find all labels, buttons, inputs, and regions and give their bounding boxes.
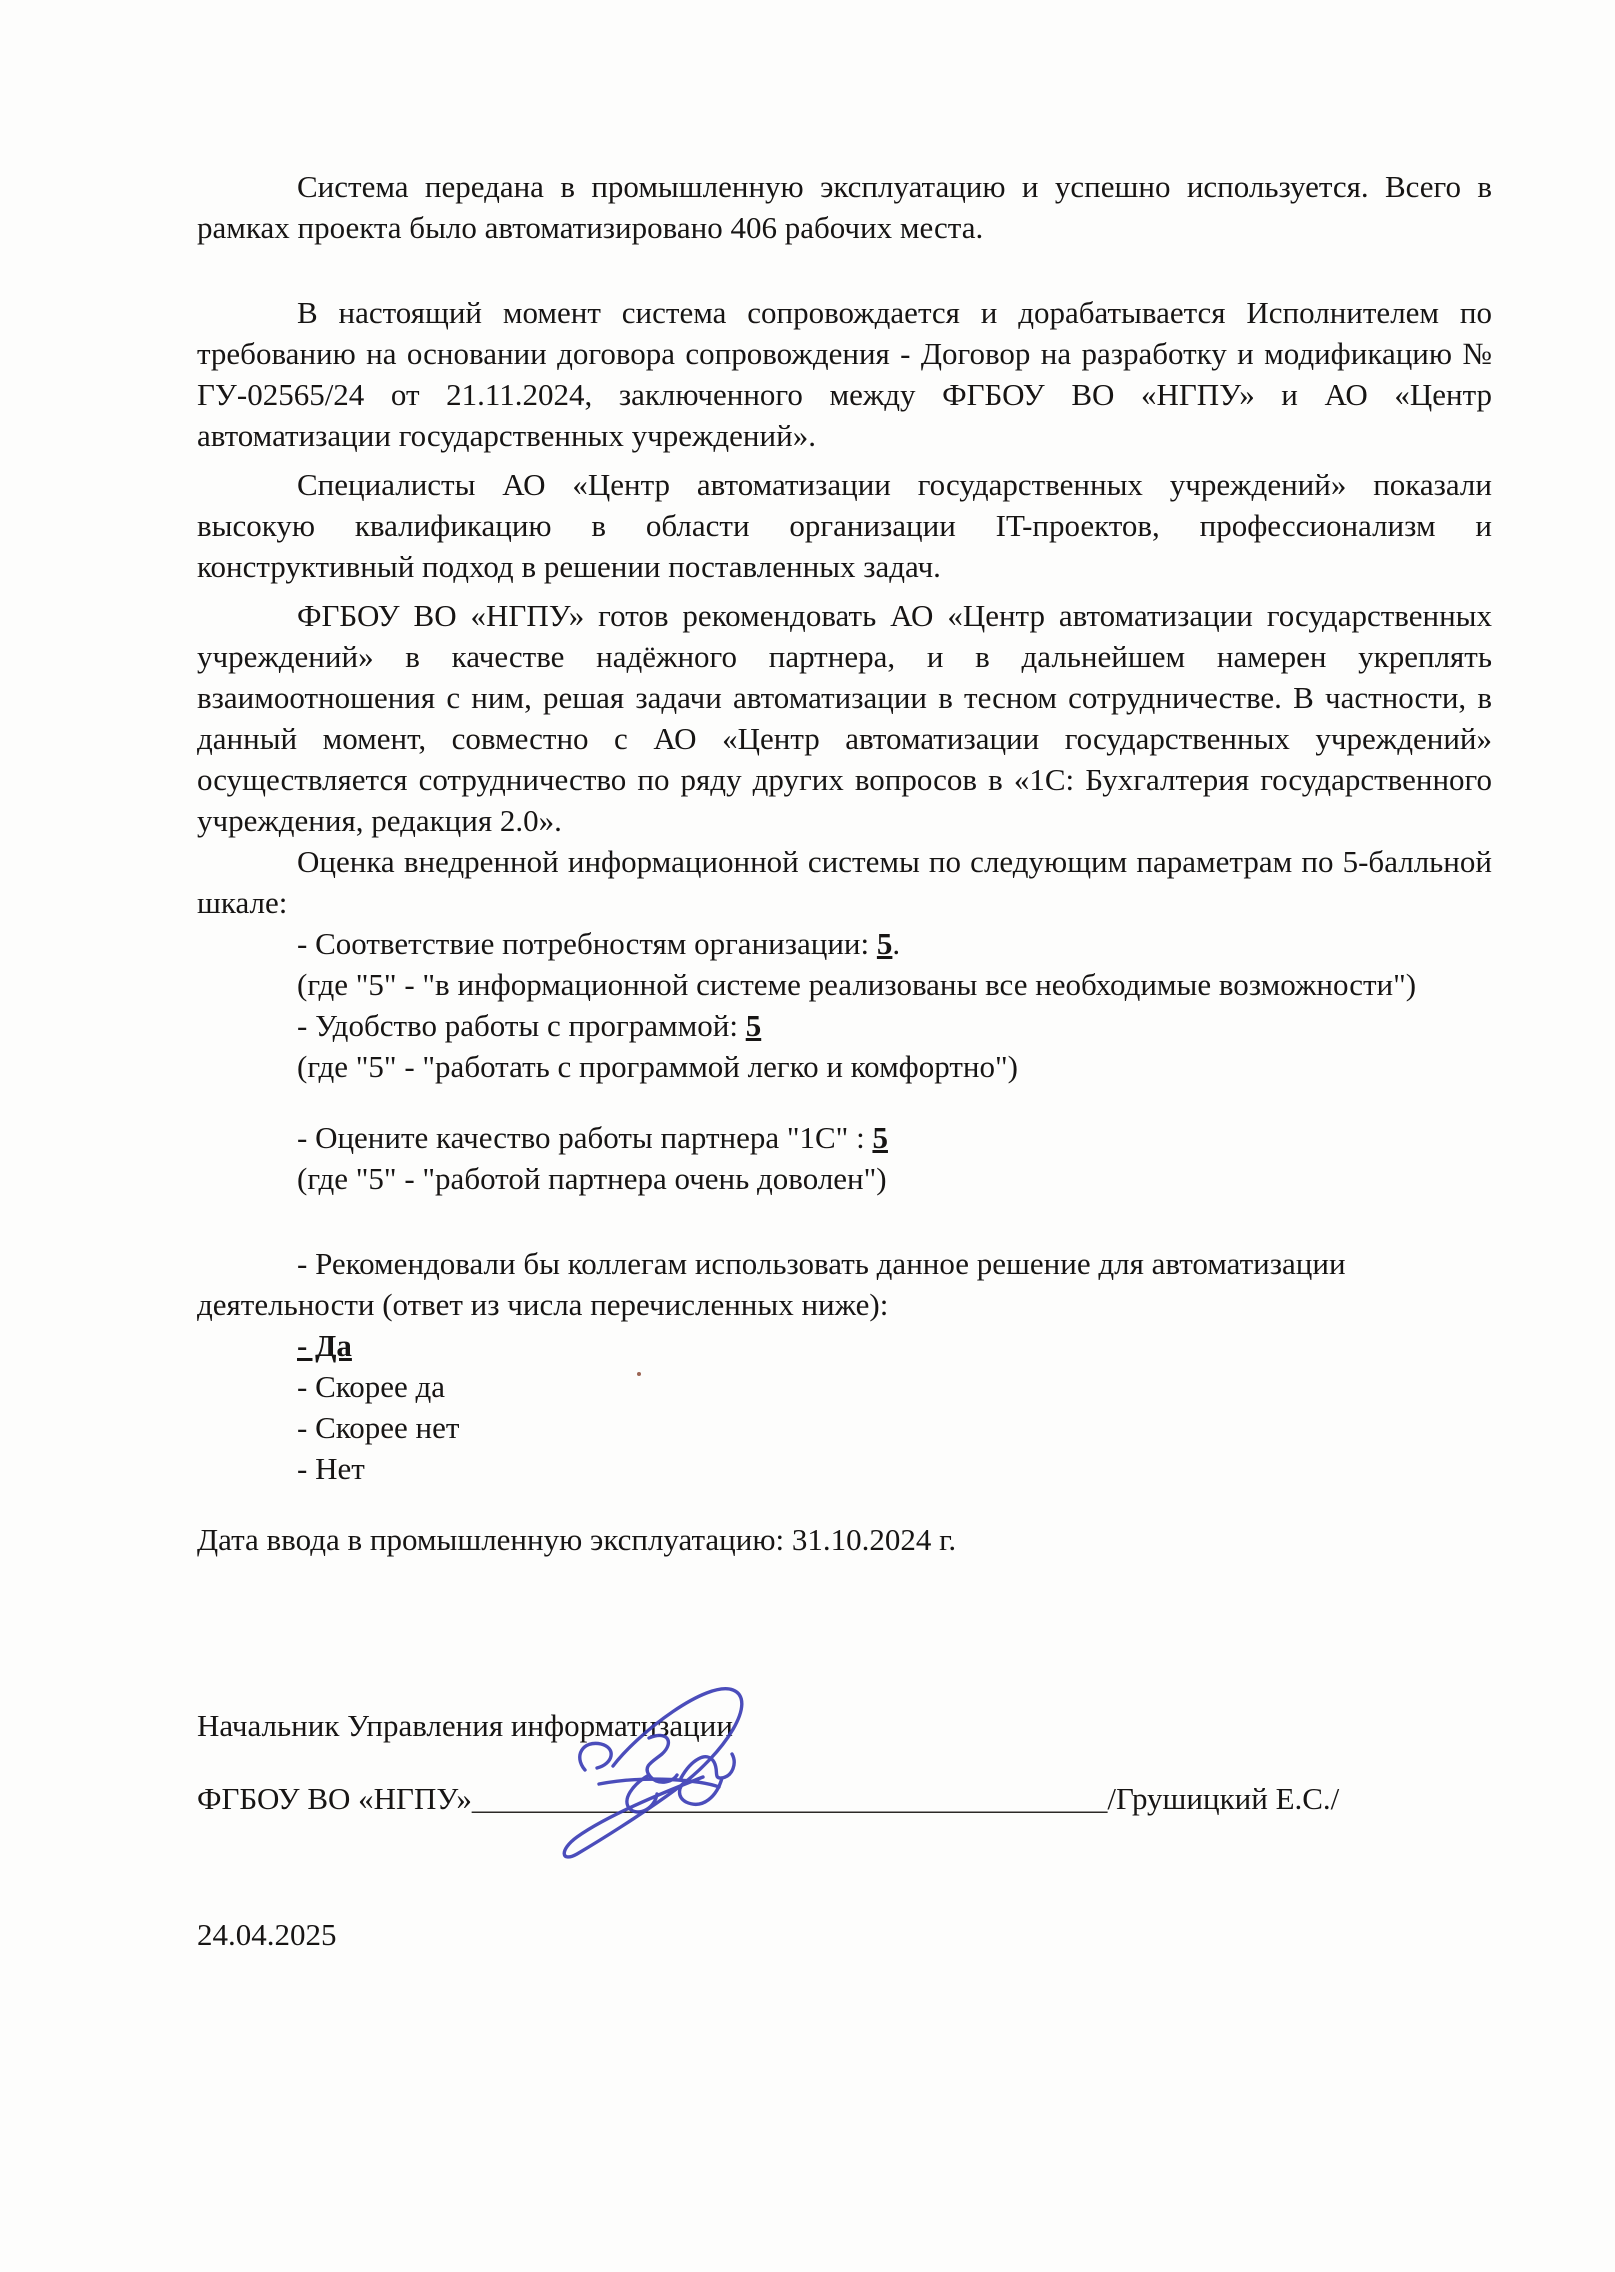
signature-blank-line: _________________________________________ bbox=[471, 1781, 1108, 1816]
option-yes-selected bbox=[197, 1325, 1492, 1366]
signatory-role: Начальник Управления информатизации bbox=[197, 1708, 733, 1743]
text-run: ФГБОУ ВО «НГПУ» готов рекомендовать АО «Центр автоматизации государственных учреждений» в качестве надёжного партнера, и в дальнейшем намерен укреплять взаимоотношения с ним, решая задачи автоматизации в тесном сотрудничестве. В частности, в данный момент, совместно с АО «Центр автоматизации государственных учреждений» осуществляется сотрудничество по ряду других вопросов в «1С: Бухгалтерия государственного учреждения, редакция 2.0». bbox=[197, 598, 1492, 838]
text-run: (где "5" - "в информационной системе реализованы все необходимые возможности") bbox=[297, 967, 1417, 1002]
option-rather-yes bbox=[197, 1366, 1492, 1407]
signatory-org: ФГБОУ ВО «НГПУ» bbox=[197, 1781, 472, 1816]
para-recommend-question bbox=[197, 1243, 1492, 1325]
scan-speck bbox=[637, 1372, 641, 1376]
emphasized-value: 5 bbox=[745, 1008, 762, 1043]
rating-partner-note bbox=[197, 1158, 1492, 1199]
rating-partner bbox=[197, 1117, 1492, 1158]
text-run: (где "5" - "работой партнера очень доволен") bbox=[297, 1161, 887, 1196]
para-rating-intro bbox=[197, 841, 1492, 923]
signatory-name: /Грушицкий Е.С./ bbox=[1107, 1781, 1340, 1816]
text-run: Дата ввода в промышленную эксплуатацию: 31.10.2024 г. bbox=[197, 1522, 957, 1557]
text-run: . bbox=[892, 926, 901, 961]
emphasized-value: 5 bbox=[876, 926, 893, 961]
rating-usability-note bbox=[197, 1046, 1492, 1087]
text-run: Система передана в промышленную эксплуатацию и успешно используется. Всего в рамках проекта было автоматизировано 406 рабочих места. bbox=[197, 169, 1492, 245]
text-run: - Скорее да bbox=[297, 1369, 446, 1404]
text-run: - Соответствие потребностям организации: bbox=[297, 926, 877, 961]
document-content bbox=[197, 166, 1492, 1955]
text-run: - Рекомендовали бы коллегам использовать данное решение для автоматизации деятельности (ответ из числа перечисленных ниже): bbox=[197, 1246, 1346, 1322]
rating-usability bbox=[197, 1005, 1492, 1046]
document-date: 24.04.2025 bbox=[197, 1917, 337, 1952]
text-run: - Оцените качество работы партнера "1С" : bbox=[297, 1120, 873, 1155]
para-recommendation bbox=[197, 595, 1492, 841]
option-rather-no bbox=[197, 1407, 1492, 1448]
emphasized-value: 5 bbox=[872, 1120, 888, 1155]
paragraphs bbox=[197, 166, 1492, 1560]
text-run: - Скорее нет bbox=[297, 1410, 460, 1445]
rating-fit-note bbox=[197, 964, 1492, 1005]
para-commissioning-date bbox=[197, 1519, 1492, 1560]
option-no bbox=[197, 1448, 1492, 1489]
text-run: Специалисты АО «Центр автоматизации государственных учреждений» показали высокую квалификацию в области организации IT-проектов, профессионализм и конструктивный подход в решении поставленных задач. bbox=[197, 467, 1492, 584]
text-run: - Удобство работы с программой: bbox=[297, 1008, 746, 1043]
text-run: (где "5" - "работать с программой легко и комфортно") bbox=[297, 1049, 1018, 1084]
rating-fit bbox=[197, 923, 1492, 964]
para-specialists bbox=[197, 464, 1492, 587]
text-run: Оценка внедренной информационной системы по следующим параметрам по 5-балльной шкале: bbox=[197, 844, 1492, 920]
text-run: В настоящий момент система сопровождается и дорабатывается Исполнителем по требованию на основании договора сопровождения - Договор на разработку и модификацию № ГУ-02565/24 от 21.11.2024, заключенного между ФГБОУ ВО «НГПУ» и АО «Центр автоматизации государственных учреждений». bbox=[197, 295, 1492, 453]
text-run: - Нет bbox=[297, 1451, 365, 1486]
para-support-contract bbox=[197, 292, 1492, 456]
signature-line bbox=[197, 1778, 1492, 1819]
para-handover bbox=[197, 166, 1492, 248]
emphasized-value: - Да bbox=[297, 1328, 352, 1363]
